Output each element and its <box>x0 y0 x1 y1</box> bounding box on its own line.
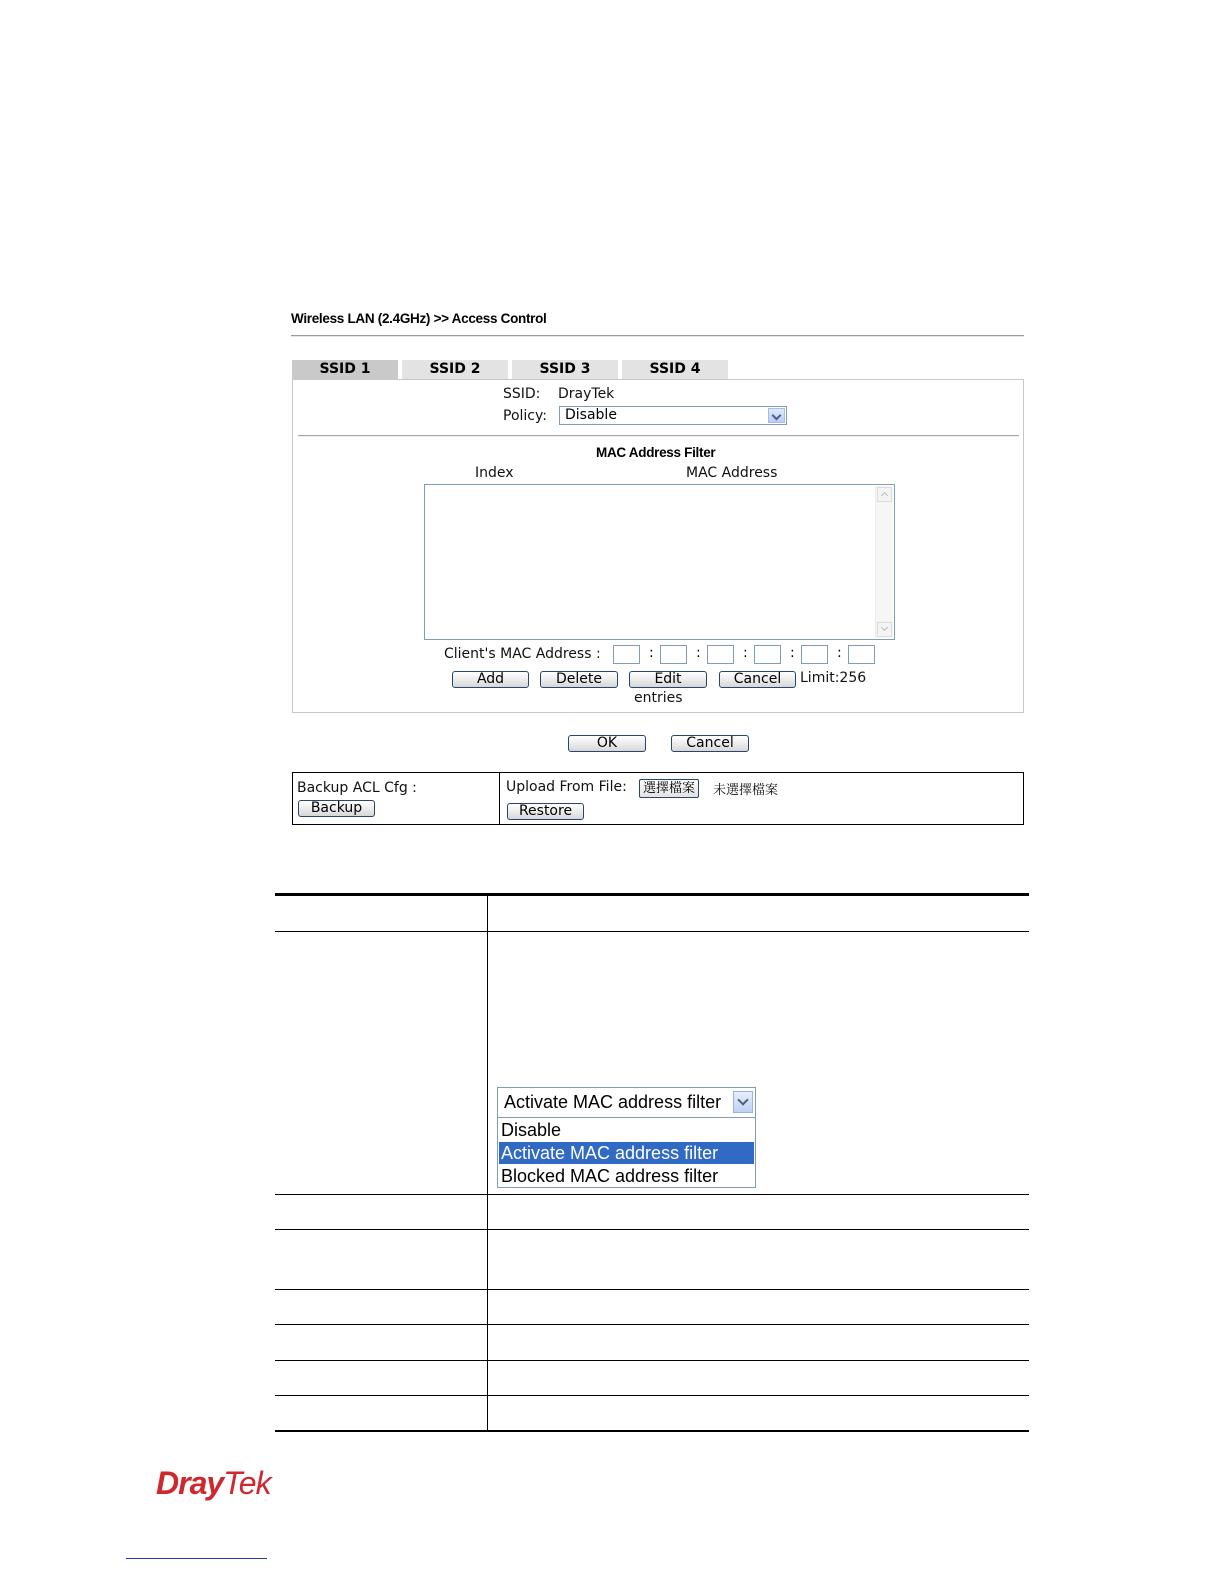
doc-table-top-rule <box>275 893 1029 896</box>
dropdown-header[interactable] <box>498 1088 755 1118</box>
backup-label: Backup ACL Cfg : <box>297 780 417 796</box>
policy-dropdown-preview[interactable] <box>497 1087 756 1188</box>
mac-octet-2[interactable] <box>660 645 687 664</box>
backup-button[interactable]: Backup <box>298 800 375 817</box>
mac-octet-4[interactable] <box>754 645 781 664</box>
policy-select[interactable] <box>559 406 787 425</box>
mac-octet-1[interactable] <box>613 645 640 664</box>
mac-filter-title: MAC Address Filter <box>596 445 716 460</box>
column-header-mac-address: MAC Address <box>686 465 778 481</box>
logo-tek: Tek <box>223 1465 271 1501</box>
scroll-up-icon[interactable] <box>877 487 892 502</box>
add-button[interactable]: Add <box>452 671 529 688</box>
mac-separator: : <box>696 645 701 661</box>
dropdown-current-value: Activate MAC address filter <box>504 1092 722 1112</box>
edit-button[interactable]: Edit <box>629 671 707 688</box>
upload-label: Upload From File: <box>506 779 627 795</box>
mac-octet-6[interactable] <box>848 645 875 664</box>
mac-address-list[interactable] <box>424 484 895 640</box>
dropdown-option-disable[interactable]: Disable <box>501 1120 562 1140</box>
doc-table-rule <box>275 1289 1029 1290</box>
doc-table-column-divider <box>487 895 488 1431</box>
mac-separator: : <box>649 645 654 661</box>
ok-button[interactable]: OK <box>568 735 646 752</box>
title-divider <box>291 335 1024 337</box>
choose-file-button[interactable]: 選擇檔案 <box>639 779 699 798</box>
entry-limit: Limit:256 <box>800 670 867 686</box>
column-header-index: Index <box>475 465 514 481</box>
dropdown-option-blocked[interactable]: Blocked MAC address filter <box>501 1166 719 1186</box>
tab-ssid-2[interactable]: SSID 2 <box>402 360 510 379</box>
policy-label: Policy: <box>503 408 547 424</box>
chevron-down-icon[interactable] <box>733 1091 753 1113</box>
doc-table-bottom-rule <box>275 1430 1029 1432</box>
mac-separator: : <box>837 645 842 661</box>
doc-table-rule <box>275 1194 1029 1195</box>
tab-ssid-4[interactable]: SSID 4 <box>622 360 730 379</box>
client-mac-label: Client's MAC Address : <box>444 646 601 662</box>
doc-table-rule <box>275 1395 1029 1396</box>
no-file-selected: 未選擇檔案 <box>713 783 779 798</box>
ssid-value: DrayTek <box>558 386 615 402</box>
dropdown-option-activate[interactable]: Activate MAC address filter <box>499 1142 754 1164</box>
ssid-label: SSID: <box>503 386 541 402</box>
backup-table-divider <box>499 772 500 825</box>
doc-table-rule <box>275 1229 1029 1230</box>
restore-button[interactable]: Restore <box>507 803 584 820</box>
chevron-down-icon <box>768 408 785 423</box>
doc-table-rule <box>275 931 1029 932</box>
delete-button[interactable]: Delete <box>540 671 618 688</box>
doc-table-rule <box>275 1360 1029 1361</box>
cancel-entry-button[interactable]: Cancel <box>719 671 796 688</box>
mac-separator: : <box>790 645 795 661</box>
doc-table-rule <box>275 1324 1029 1325</box>
cancel-button[interactable]: Cancel <box>671 735 749 752</box>
tab-ssid-3[interactable]: SSID 3 <box>512 360 620 379</box>
footer-rule <box>126 1558 267 1559</box>
mac-octet-5[interactable] <box>801 645 828 664</box>
tab-ssid-1[interactable]: SSID 1 <box>292 360 400 379</box>
mac-separator: : <box>743 645 748 661</box>
page-title: Wireless LAN (2.4GHz) >> Access Control <box>291 311 547 326</box>
entry-limit-unit: entries <box>634 690 683 706</box>
mac-octet-3[interactable] <box>707 645 734 664</box>
section-divider <box>298 435 1019 437</box>
draytek-logo <box>156 1465 271 1502</box>
logo-dray: Dray <box>156 1465 224 1501</box>
scroll-down-icon[interactable] <box>877 622 892 637</box>
list-scrollbar[interactable] <box>875 486 893 638</box>
policy-select-value: Disable <box>565 407 617 423</box>
